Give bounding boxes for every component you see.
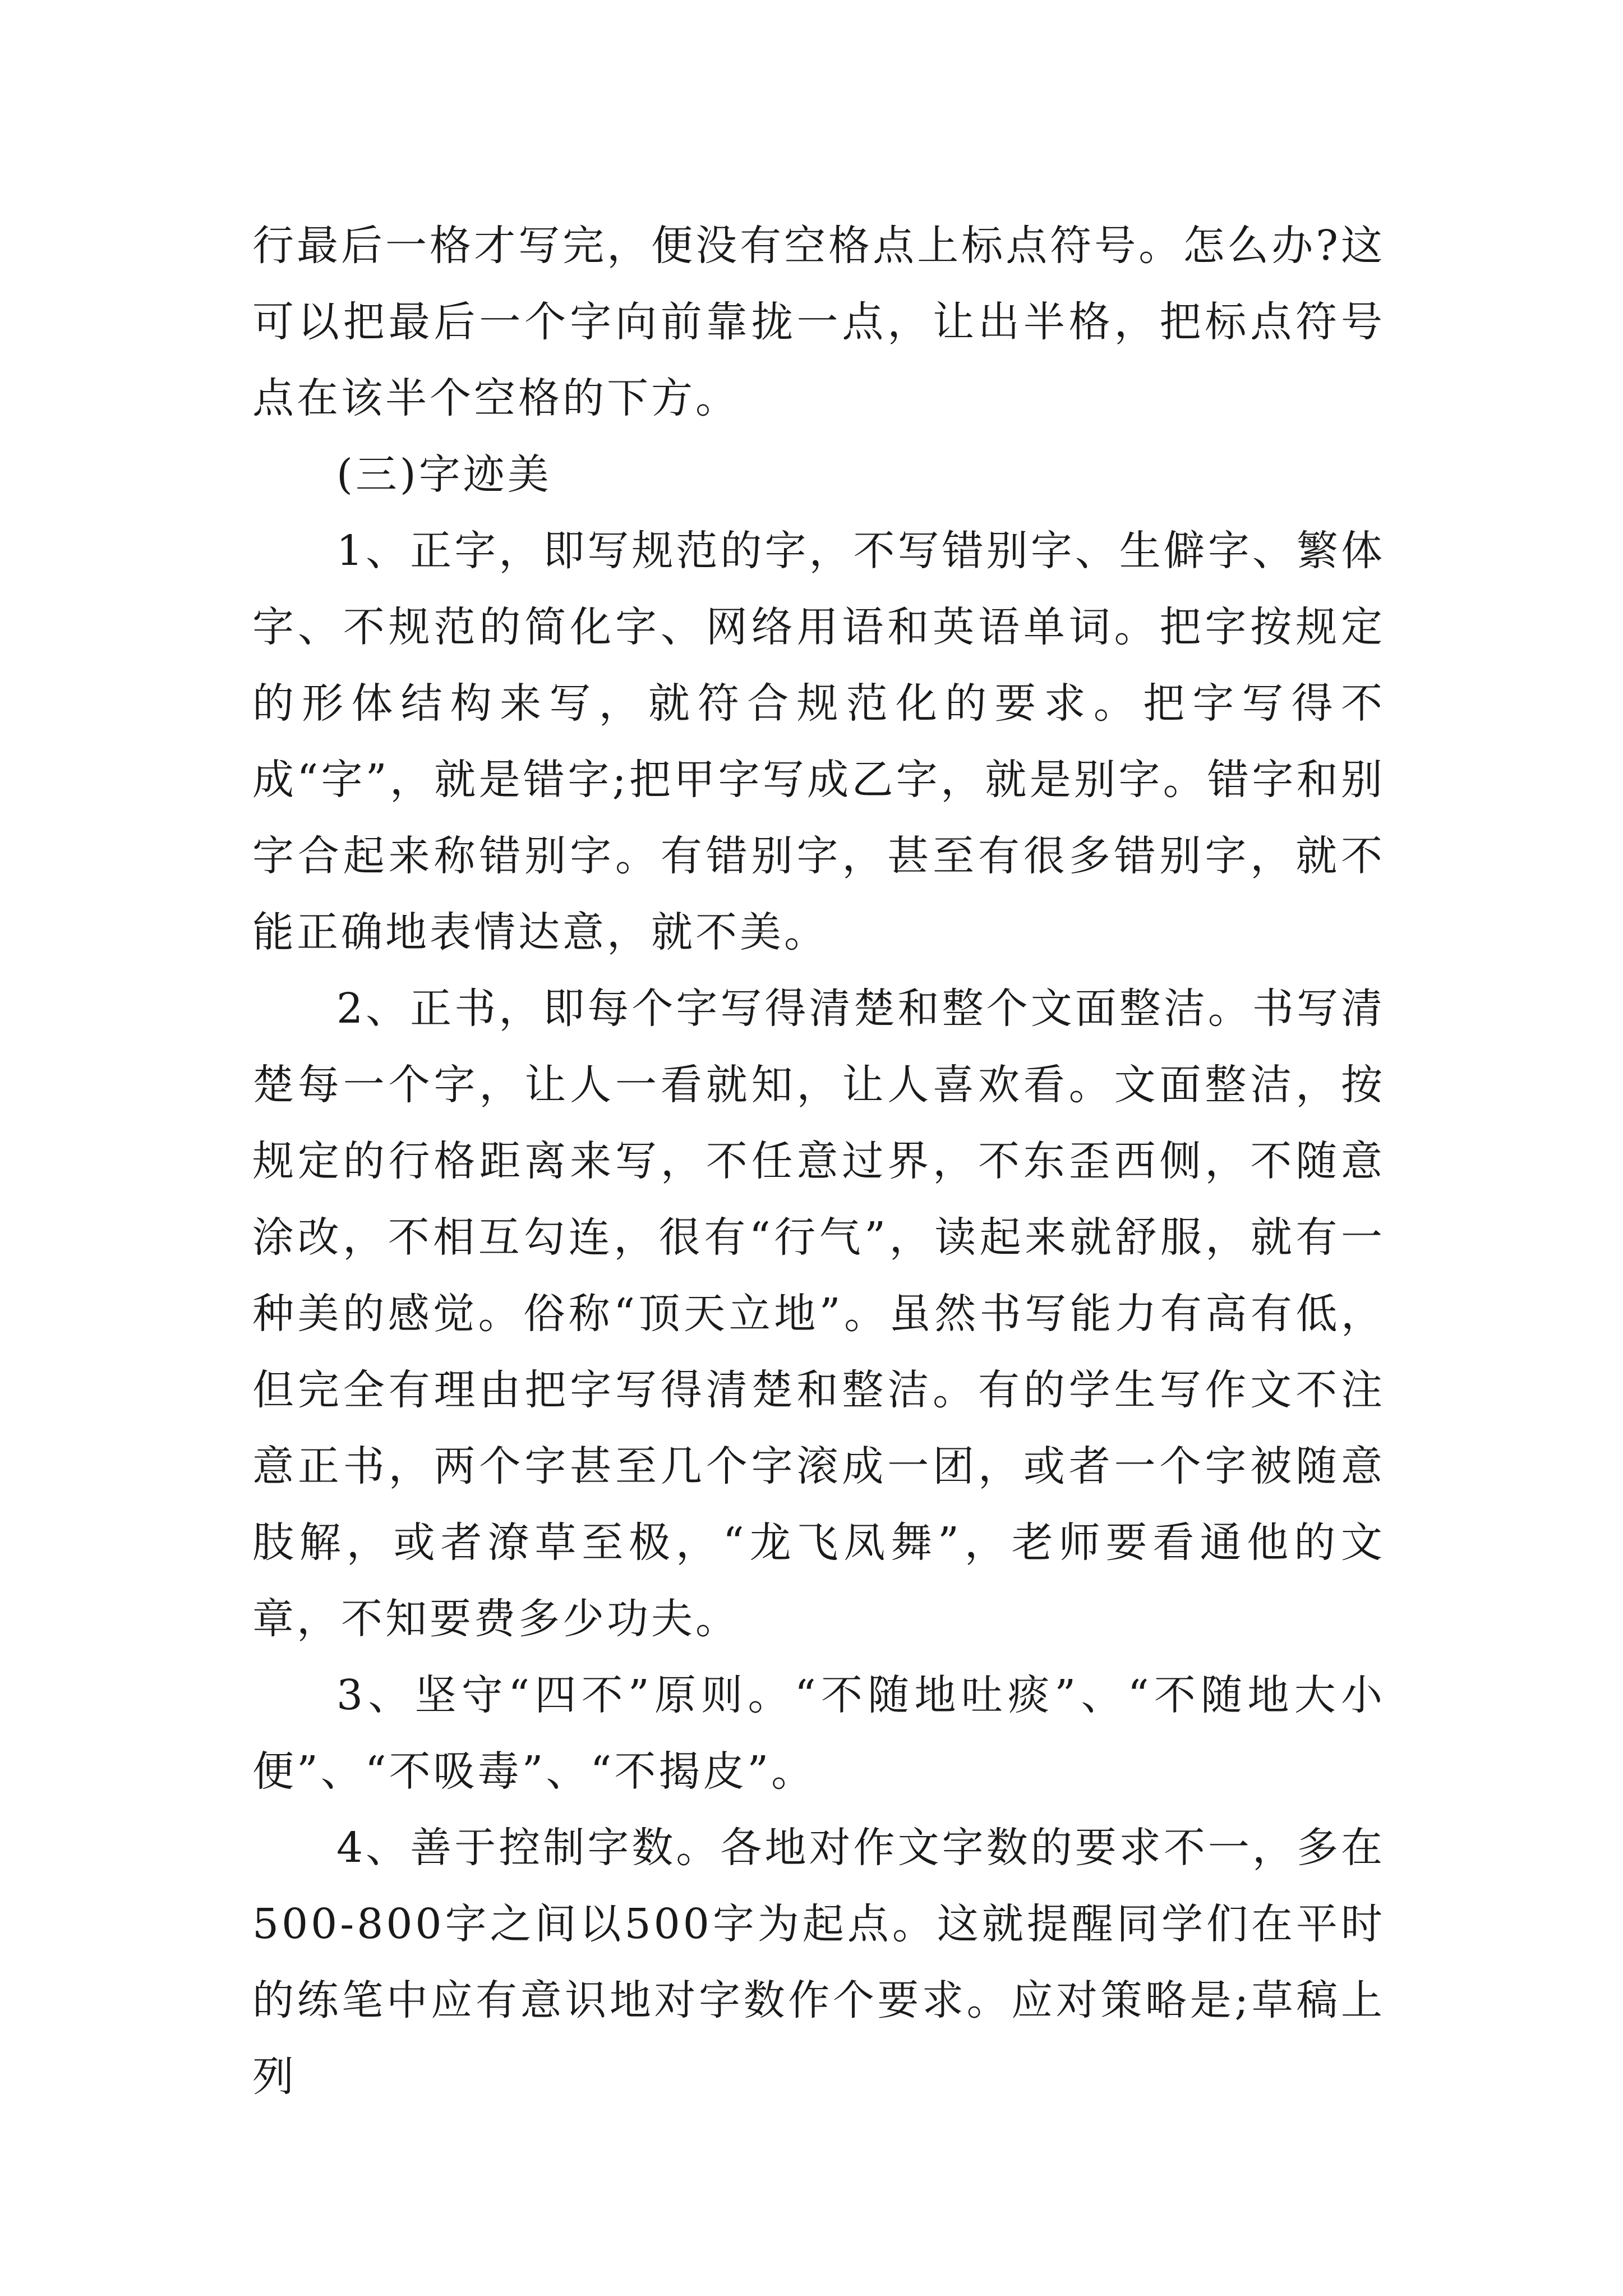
section-heading: (三)字迹美 — [336, 450, 552, 499]
paragraph-item-3: 3、坚守“四不”原则。“不随地吐痰”、“不随地大小便”、“不吸毒”、“不揭皮”。 — [252, 1671, 1385, 1796]
paragraph-item-4: 4、善于控制字数。各地对作文字数的要求不一，多在500-800字之间以500字为起点。这就提醒同学们在平时的练笔中应有意识地对字数作个要求。应对策略是;草稿上列 — [252, 1824, 1385, 2101]
document-body — [252, 208, 1385, 2115]
paragraph-continuation: 行最后一格才写完，便没有空格点上标点符号。怎么办?这可以把最后一个字向前靠拢一点，让出半格，把标点符号点在该半个空格的下方。 — [252, 222, 1385, 422]
paragraph-item-1: 1、正字，即写规范的字，不写错别字、生僻字、繁体字、不规范的简化字、网络用语和英语单词。把字按规定的形体结构来写，就符合规范化的要求。把字写得不成“字”，就是错字;把甲字写成乙字，就是别字。错字和别字合起来称错别字。有错别字，甚至有很多错别字，就不能正确地表情达意，就不美。 — [252, 527, 1385, 956]
paragraph-item-2: 2、正书，即每个字写得清楚和整个文面整洁。书写清楚每一个字，让人一看就知，让人喜欢看。文面整洁，按规定的行格距离来写，不任意过界，不东歪西侧，不随意涂改，不相互勾连，很有“行气”，读起来就舒服，就有一种美的感觉。俗称“顶天立地”。虽然书写能力有高有低，但完全有理由把字写得清楚和整洁。有的学生写作文不注意正书，两个字甚至几个字滚成一团，或者一个字被随意肢解，或者潦草至极，“龙飞凤舞”，老师要看通他的文章，不知要费多少功夫。 — [252, 984, 1385, 1643]
